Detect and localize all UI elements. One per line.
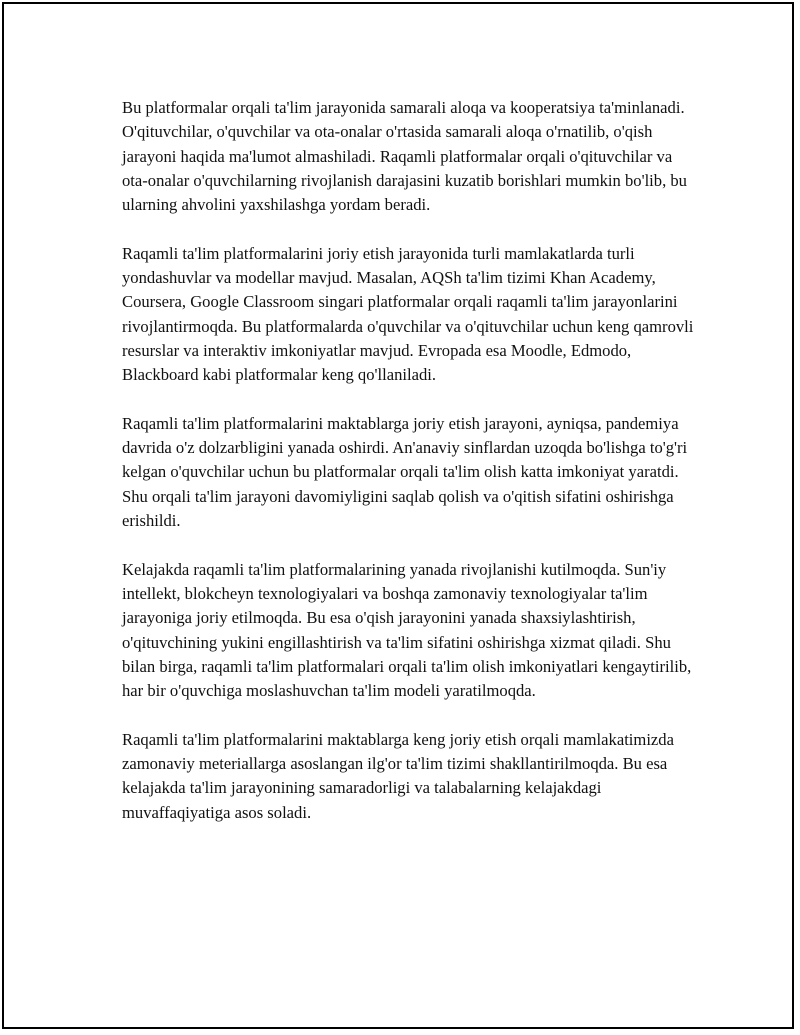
paragraph-2: Raqamli ta'lim platformalarini joriy etish jarayonida turli mamlakatlarda turli yondashuvlar va modellar mavjud. Masalan, AQSh ta'lim tizimi Khan Academy, Coursera, Google Classroom singari platformalar orqali raqamli ta'lim jarayonlarini rivojlantirmoqda. Bu platformalarda o'quvchilar va o'qituvchilar uchun keng qamrovli resurslar va interaktiv imkoniyatlar mavjud. Evropada esa Moodle, Edmodo, Blackboard kabi platformalar keng qo'llaniladi. <box>122 243 694 385</box>
paragraph-1: Bu platformalar orqali ta'lim jarayonida samarali aloqa va kooperatsiya ta'minlanadi. O'qituvchilar, o'quvchilar va ota-onalar o'rtasida samarali aloqa o'rnatilib, o'qish jarayoni haqida ma'lumot almashiladi. Raqamli platformalar orqali o'qituvchilar va ota-onalar o'quvchilarning rivojlanish darajasini kuzatib borishlari mumkin bo'lib, bu ularning ahvolini yaxshilashga yordam beradi. <box>122 98 687 215</box>
page-frame <box>2 2 794 1029</box>
paragraph-5: Raqamli ta'lim platformalarini maktablarga keng joriy etish orqali mamlakatimizda zamonaviy meteriallarga asoslangan ilg'or ta'lim tizimi shakllantirilmoqda. Bu esa kelajakda ta'lim jarayonining samaradorligi va talabalarning kelajakdagi muvaffaqiyatiga asos soladi. <box>122 729 674 822</box>
paragraph-3: Raqamli ta'lim platformalarini maktablarga joriy etish jarayoni, ayniqsa, pandemiya davrida o'z dolzarbligini yanada oshirdi. An'anaviy sinflardan uzoqda bo'lishga to'g'ri kelgan o'quvchilar uchun bu platformalar orqali ta'lim olish katta imkoniyat yaratdi. Shu orqali ta'lim jarayoni davomiyligini saqlab qolish va o'qitish sifatini oshirishga erishildi. <box>122 413 688 531</box>
document-body <box>122 96 702 849</box>
paragraph-4: Kelajakda raqamli ta'lim platformalarining yanada rivojlanishi kutilmoqda. Sun'iy intellekt, blokcheyn texnologiyalari va boshqa zamonaviy texnologiyalar ta'lim jarayoniga joriy etilmoqda. Bu esa o'qish jarayonini yanada shaxsiylashtirish, o'qituvchining yukini engillashtirish va ta'lim sifatini oshirishga xizmat qiladi. Shu bilan birga, raqamli ta'lim platformalari orqali ta'lim olish imkoniyatlari kengaytirilib, har bir o'quvchiga moslashuvchan ta'lim modeli yaratilmoqda. <box>122 559 692 701</box>
